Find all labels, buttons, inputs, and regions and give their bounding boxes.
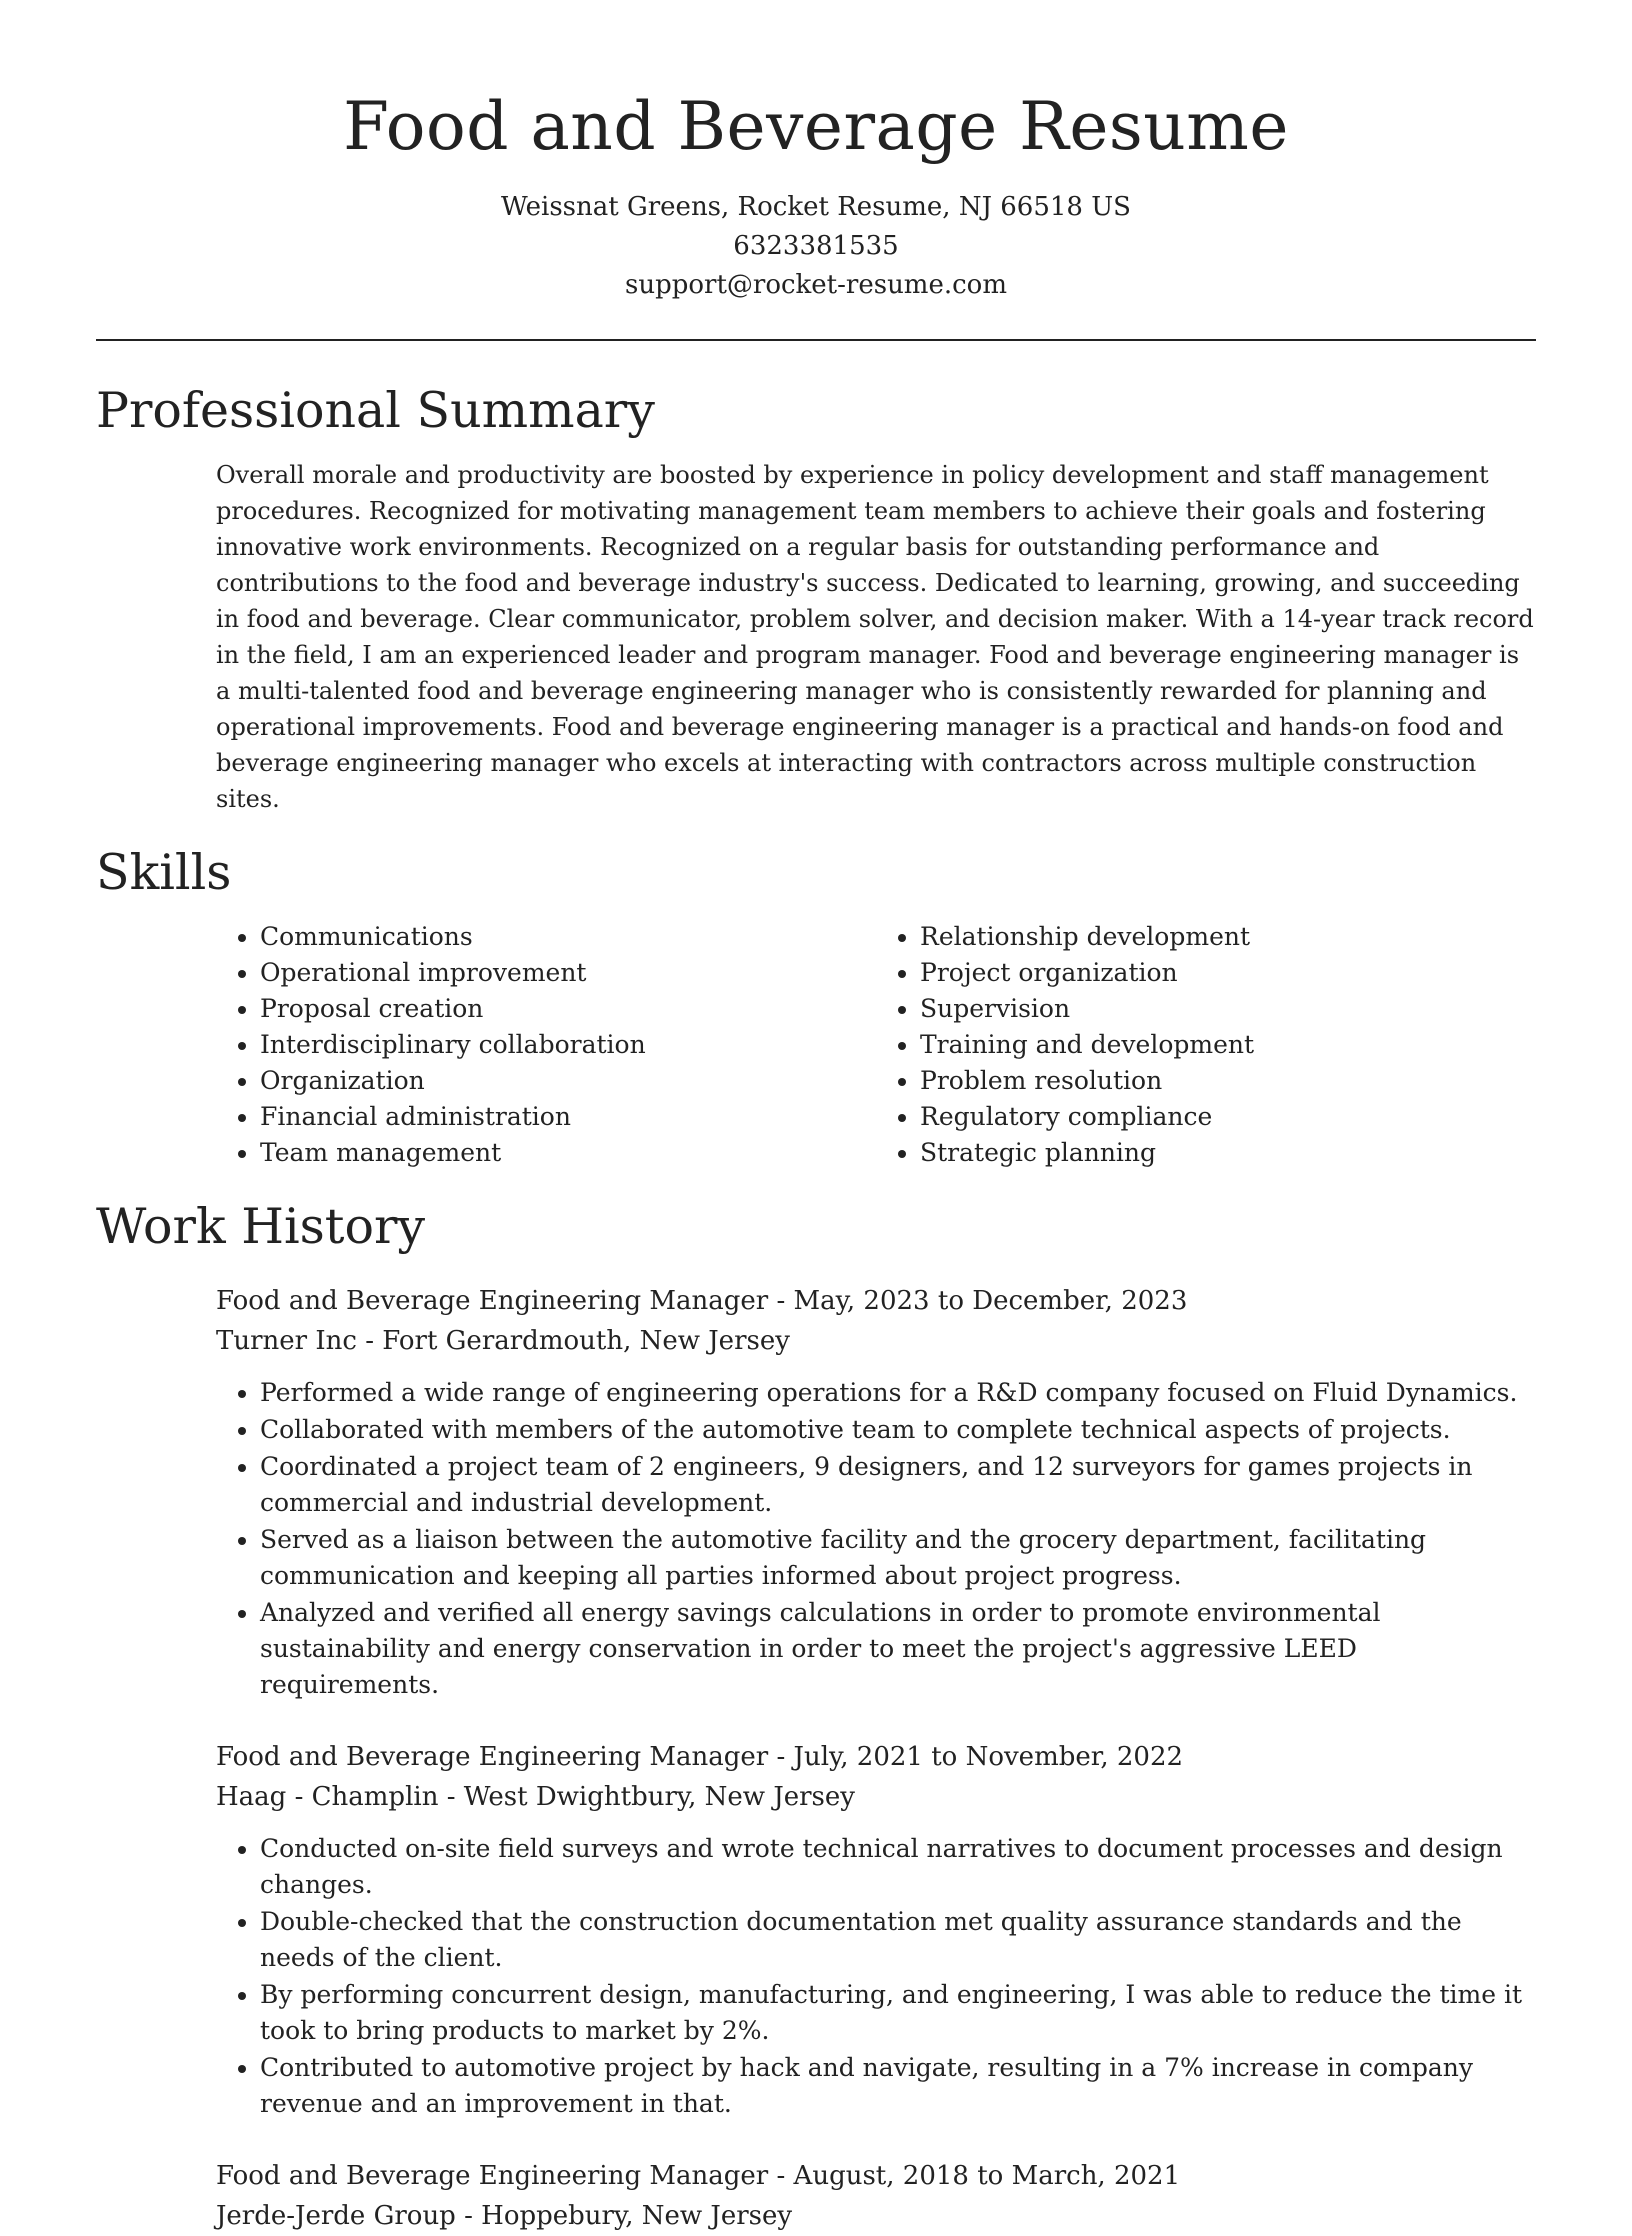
separator: -	[365, 1326, 383, 1356]
job-company: Turner Inc	[216, 1326, 357, 1356]
address: Weissnat Greens, Rocket Resume, NJ 66518 US	[501, 192, 1131, 222]
job-dates: July, 2021 to November, 2022	[793, 1742, 1184, 1772]
skill-item: • Proposal creation	[260, 991, 876, 1027]
skills-column-right	[876, 919, 1536, 1171]
skill-item: • Strategic planning	[920, 1135, 1536, 1171]
job-bullet: • Contributed to automotive project by hack and navigate, resulting in a 7% increase in company revenue and an improvement in that.	[260, 2050, 1536, 2122]
job-bullet: • Conducted on-site field surveys and wrote technical narratives to document processes and design changes.	[260, 1831, 1536, 1903]
skill-item: • Regulatory compliance	[920, 1099, 1536, 1135]
skills-column-left	[216, 919, 876, 1171]
job-role: Food and Beverage Engineering Manager	[216, 1742, 769, 1772]
skill-item: • Supervision	[920, 991, 1536, 1027]
skill-item: • Financial administration	[260, 1099, 876, 1135]
job-bullet: • Double-checked that the construction documentation met quality assurance standards and the needs of the client.	[260, 1904, 1536, 1976]
job-bullet: • Collaborated with members of the automotive team to complete technical aspects of projects.	[260, 1412, 1536, 1448]
separator: -	[776, 1286, 794, 1316]
resume-page	[96, 0, 1536, 2236]
job-title-line	[216, 1281, 1536, 1321]
job-title-line	[216, 1737, 1536, 1777]
work-history-heading: Work History	[96, 1198, 426, 1255]
job-entry	[216, 1737, 1536, 2122]
email: support@rocket-resume.com	[624, 270, 1007, 300]
skill-item: • Operational improvement	[260, 955, 876, 991]
skill-item: • Relationship development	[920, 919, 1536, 955]
job-entry	[216, 2156, 1536, 2236]
job-location: Fort Gerardmouth, New Jersey	[382, 1326, 790, 1356]
job-entry	[216, 1281, 1536, 1703]
job-location: Hoppebury, New Jersey	[481, 2201, 793, 2231]
job-bullets	[216, 1375, 1536, 1703]
header-divider	[96, 339, 1536, 341]
job-company-line	[216, 1321, 1536, 1361]
job-company-line	[216, 2196, 1536, 2236]
separator: -	[446, 1782, 464, 1812]
skill-item: • Interdisciplinary collaboration	[260, 1027, 876, 1063]
summary-text: Overall morale and productivity are boosted by experience in policy development and staff management procedures. Recognized for motivating management team members to achieve their goals and fostering innovative work environments. Recognized on a regular basis for outstanding performance and contributions to the food and beverage industry's success. Dedicated to learning, growing, and succeeding in food and beverage. Clear communicator, problem solver, and decision maker. With a 14-year track record in the field, I am an experienced leader and program manager. Food and beverage engineering manager is a multi-talented food and beverage engineering manager who is consistently rewarded for planning and operational improvements. Food and beverage engineering manager is a practical and hands-on food and beverage engineering manager who excels at interacting with contractors across multiple construction sites.	[216, 461, 1534, 813]
separator: -	[776, 2161, 794, 2191]
separator: -	[776, 1742, 794, 1772]
job-dates: May, 2023 to December, 2023	[793, 1286, 1188, 1316]
job-bullet: • Performed a wide range of engineering operations for a R&D company focused on Fluid Dynamics.	[260, 1375, 1536, 1411]
summary-heading: Professional Summary	[96, 382, 655, 439]
contact-block	[96, 188, 1536, 305]
job-role: Food and Beverage Engineering Manager	[216, 2161, 769, 2191]
job-company: Jerde-Jerde Group	[216, 2201, 456, 2231]
skill-item: • Project organization	[920, 955, 1536, 991]
job-bullets	[216, 1831, 1536, 2122]
skill-item: • Communications	[260, 919, 876, 955]
skill-item: • Team management	[260, 1135, 876, 1171]
skill-item: • Training and development	[920, 1027, 1536, 1063]
job-location: West Dwightbury, New Jersey	[463, 1782, 855, 1812]
separator: -	[464, 2201, 482, 2231]
job-role: Food and Beverage Engineering Manager	[216, 1286, 769, 1316]
job-bullet: • By performing concurrent design, manufacturing, and engineering, I was able to reduce the time it took to bring products to market by 2%.	[260, 1977, 1536, 2049]
job-bullet: • Analyzed and verified all energy savings calculations in order to promote environmental sustainability and energy conservation in order to meet the project's aggressive LEED requirements.	[260, 1595, 1536, 1703]
job-company-line	[216, 1777, 1536, 1817]
job-dates: August, 2018 to March, 2021	[793, 2161, 1181, 2191]
phone: 6323381535	[733, 231, 899, 261]
job-bullet: • Served as a liaison between the automotive facility and the grocery department, facilitating communication and keeping all parties informed about project progress.	[260, 1522, 1536, 1594]
job-bullet: • Coordinated a project team of 2 engineers, 9 designers, and 12 surveyors for games projects in commercial and industrial development.	[260, 1449, 1536, 1521]
resume-title: Food and Beverage Resume	[343, 88, 1289, 165]
skills-heading: Skills	[96, 844, 232, 901]
job-title-line	[216, 2156, 1536, 2196]
skills-list	[216, 919, 1536, 1171]
job-company: Haag - Champlin	[216, 1782, 439, 1812]
skill-item: • Problem resolution	[920, 1063, 1536, 1099]
skill-item: • Organization	[260, 1063, 876, 1099]
